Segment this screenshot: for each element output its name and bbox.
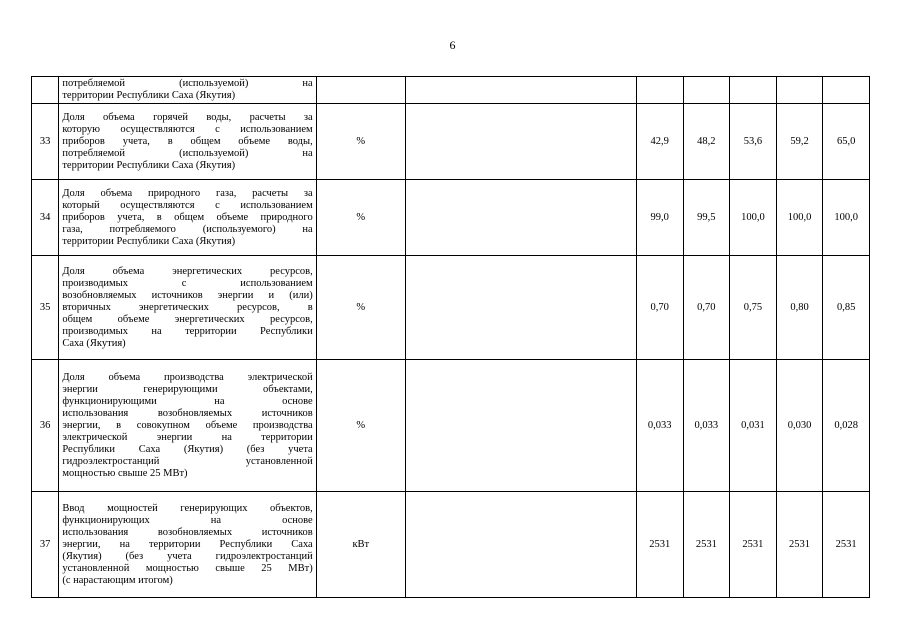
page-number: 6 bbox=[449, 38, 456, 52]
value-cell: 65,0 bbox=[823, 104, 870, 180]
indicator-name bbox=[59, 256, 316, 360]
indicator-name-line: гидроэлектростанций установленной bbox=[62, 455, 313, 467]
value-cell: 2531 bbox=[823, 492, 870, 598]
table-body bbox=[32, 77, 870, 598]
table-row bbox=[32, 104, 870, 180]
value-cell: 53,6 bbox=[730, 104, 777, 180]
value-cell: 48,2 bbox=[683, 104, 730, 180]
indicator-name-line: функционирующими на основе bbox=[62, 395, 313, 407]
indicator-name-line: функционирующих на основе bbox=[62, 514, 313, 526]
indicator-name-line: газа, потребляемого (используемого) на bbox=[62, 223, 313, 235]
value-cell bbox=[823, 77, 870, 104]
indicator-name bbox=[59, 360, 316, 492]
value-cell: 2531 bbox=[730, 492, 777, 598]
value-cell: 42,9 bbox=[636, 104, 683, 180]
table-row bbox=[32, 256, 870, 360]
value-cell: 2531 bbox=[683, 492, 730, 598]
value-cell: 0,75 bbox=[730, 256, 777, 360]
empty-cell bbox=[405, 77, 636, 104]
indicator-name bbox=[59, 77, 316, 104]
row-number: 37 bbox=[32, 492, 59, 598]
indicator-name-line: территории Республики Саха (Якутия) bbox=[62, 159, 236, 171]
value-cell bbox=[636, 77, 683, 104]
indicator-name-line: энергии, в совокупном объеме производства bbox=[62, 419, 313, 431]
table-row bbox=[32, 360, 870, 492]
indicator-name-line: потребляемой (используемой) на bbox=[62, 78, 313, 89]
value-cell: 0,033 bbox=[683, 360, 730, 492]
empty-cell bbox=[405, 492, 636, 598]
indicator-name-line: электрической энергии на территории bbox=[62, 431, 313, 443]
value-cell: 0,028 bbox=[823, 360, 870, 492]
row-number bbox=[32, 77, 59, 104]
indicator-name-line: (Якутия) (без учета гидроэлектростанций bbox=[62, 550, 313, 562]
value-cell bbox=[776, 77, 823, 104]
table-row bbox=[32, 492, 870, 598]
empty-cell bbox=[405, 256, 636, 360]
indicator-name bbox=[59, 492, 316, 598]
value-cell: 100,0 bbox=[823, 180, 870, 256]
indicator-name-line: производимых на территории Республики bbox=[62, 325, 313, 337]
indicator-name-line: вторичных энергетических ресурсов, в bbox=[62, 301, 313, 313]
indicator-name-line: Доля объема производства электрической bbox=[62, 371, 313, 383]
value-cell: 0,70 bbox=[683, 256, 730, 360]
unit-cell: % bbox=[316, 180, 405, 256]
indicator-name-line: потребляемой (используемой) на bbox=[62, 147, 313, 159]
value-cell: 100,0 bbox=[776, 180, 823, 256]
unit-cell: % bbox=[316, 256, 405, 360]
indicator-name-line: которую осуществляются с использованием bbox=[62, 123, 313, 135]
unit-cell bbox=[316, 77, 405, 104]
unit-cell: % bbox=[316, 104, 405, 180]
indicator-name-line: установленной мощностью свыше 25 МВт) bbox=[62, 562, 313, 574]
row-number: 36 bbox=[32, 360, 59, 492]
indicator-name-line: приборов учета, в общем объеме воды, bbox=[62, 135, 313, 147]
unit-cell: кВт bbox=[316, 492, 405, 598]
indicator-name-line: (с нарастающим итогом) bbox=[62, 574, 173, 586]
indicator-name-line: мощностью свыше 25 МВт) bbox=[62, 467, 188, 479]
row-number: 33 bbox=[32, 104, 59, 180]
indicator-name-line: территории Республики Саха (Якутия) bbox=[62, 90, 236, 101]
indicator-name-line: Доля объема горячей воды, расчеты за bbox=[62, 111, 313, 123]
indicator-name-line: энергии, на территории Республики Саха bbox=[62, 538, 313, 550]
value-cell: 100,0 bbox=[730, 180, 777, 256]
indicator-name-line: Ввод мощностей генерирующих объектов, bbox=[62, 502, 313, 514]
value-cell: 0,85 bbox=[823, 256, 870, 360]
value-cell: 59,2 bbox=[776, 104, 823, 180]
value-cell: 0,030 bbox=[776, 360, 823, 492]
value-cell bbox=[730, 77, 777, 104]
row-number: 35 bbox=[32, 256, 59, 360]
indicator-name-line: производимых с использованием bbox=[62, 277, 313, 289]
indicators-table bbox=[31, 76, 870, 598]
empty-cell bbox=[405, 104, 636, 180]
indicator-name-line: который осуществляются с использованием bbox=[62, 199, 313, 211]
value-cell: 0,031 bbox=[730, 360, 777, 492]
value-cell: 99,5 bbox=[683, 180, 730, 256]
indicator-name-line: Доля объема энергетических ресурсов, bbox=[62, 265, 313, 277]
indicator-name-line: Республики Саха (Якутия) (без учета bbox=[62, 443, 313, 455]
indicator-name-line: территории Республики Саха (Якутия) bbox=[62, 235, 236, 247]
indicator-name-line: приборов учета, в общем объеме природного bbox=[62, 211, 313, 223]
value-cell: 0,70 bbox=[636, 256, 683, 360]
indicator-name-line: использования возобновляемых источников bbox=[62, 526, 313, 538]
indicator-name-line: Доля объема природного газа, расчеты за bbox=[62, 187, 313, 199]
value-cell: 2531 bbox=[636, 492, 683, 598]
empty-cell bbox=[405, 180, 636, 256]
unit-cell: % bbox=[316, 360, 405, 492]
indicator-name-line: Саха (Якутия) bbox=[62, 337, 126, 349]
indicator-name-line: использования возобновляемых источников bbox=[62, 407, 313, 419]
indicator-name bbox=[59, 180, 316, 256]
value-cell bbox=[683, 77, 730, 104]
value-cell: 0,033 bbox=[636, 360, 683, 492]
indicator-name-line: энергии генерирующими объектами, bbox=[62, 383, 313, 395]
row-number: 34 bbox=[32, 180, 59, 256]
indicator-name bbox=[59, 104, 316, 180]
indicator-name-line: возобновляемых источников энергии и (или) bbox=[62, 289, 313, 301]
empty-cell bbox=[405, 360, 636, 492]
value-cell: 99,0 bbox=[636, 180, 683, 256]
value-cell: 2531 bbox=[776, 492, 823, 598]
table-row bbox=[32, 77, 870, 104]
value-cell: 0,80 bbox=[776, 256, 823, 360]
indicator-name-line: общем объеме энергетических ресурсов, bbox=[62, 313, 313, 325]
table-row bbox=[32, 180, 870, 256]
